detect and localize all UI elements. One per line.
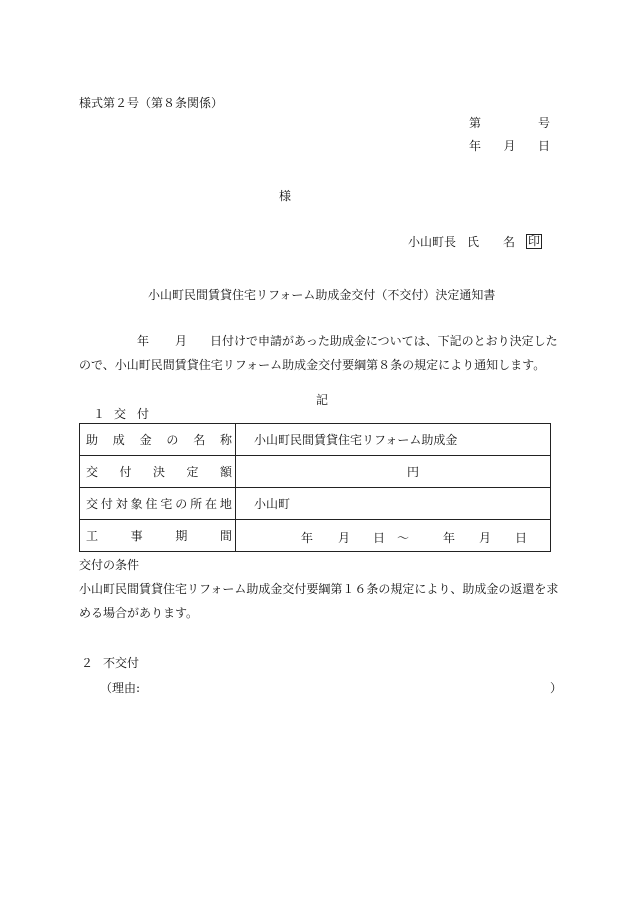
seal-char: 印 <box>528 234 541 248</box>
section1-title-char: 付 <box>136 407 149 421</box>
reason-open: （理由: <box>100 681 141 695</box>
row-value-decided-amount <box>236 456 551 488</box>
addressee-honorific: 様 <box>279 189 292 203</box>
section1-title <box>114 407 149 421</box>
issuer-name-mei: 名 <box>503 235 516 249</box>
table-row <box>80 424 551 456</box>
conditions-title: 交付の条件 <box>79 558 140 572</box>
table-row <box>80 520 551 552</box>
document-title: 小山町民間賃貸住宅リフォーム助成金交付（不交付）決定通知書 <box>148 288 496 302</box>
body-line1: 日付けで申請があった助成金については、下記のとおり決定した <box>210 334 558 348</box>
row-label-property-location: 交 付 対 象 住 宅 の 所 在 地 <box>80 488 236 520</box>
seal-mark <box>526 234 542 249</box>
grant-details-table <box>79 423 551 552</box>
date-day: 日 <box>537 139 550 153</box>
section2-title: 不交付 <box>103 656 140 670</box>
section1-title-char: 交 <box>114 407 127 421</box>
issue-date <box>469 139 550 153</box>
section2-number: ２ <box>81 656 94 670</box>
issuer-title: 小山町長 <box>408 235 457 249</box>
table-row <box>80 488 551 520</box>
row-value-work-period: 年 月 日 ～ 年 月 日 <box>236 520 551 552</box>
row-label-grant-name: 助 成 金 の 名 称 <box>80 424 236 456</box>
body-month: 月 <box>175 334 188 348</box>
conditions-line2: める場合があります。 <box>79 606 199 620</box>
table-row <box>80 456 551 488</box>
ki-marker: 記 <box>316 393 329 407</box>
number-go: 号 <box>537 116 550 130</box>
date-month: 月 <box>503 139 516 153</box>
body-year: 年 <box>137 334 150 348</box>
issuer-name-shi: 氏 <box>467 235 480 249</box>
yen-unit: 円 <box>406 465 419 479</box>
row-value-grant-name: 小山町民間賃貸住宅リフォーム助成金 <box>236 424 551 456</box>
number-dai: 第 <box>469 116 482 130</box>
row-value-property-location: 小山町 <box>236 488 551 520</box>
document-number <box>469 116 550 130</box>
row-label-work-period: 工 事 期 間 <box>80 520 236 552</box>
form-number: 様式第２号（第８条関係） <box>79 96 224 110</box>
section1-number: １ <box>93 407 106 421</box>
body-line2: ので、小山町民間賃貸住宅リフォーム助成金交付要綱第８条の規定により通知します。 <box>79 358 546 372</box>
row-label-decided-amount: 交 付 決 定 額 <box>80 456 236 488</box>
date-year: 年 <box>469 139 482 153</box>
reason-close: ） <box>550 681 563 695</box>
conditions-line1: 小山町民間賃貸住宅リフォーム助成金交付要綱第１６条の規定により、助成金の返還を求 <box>79 582 559 596</box>
